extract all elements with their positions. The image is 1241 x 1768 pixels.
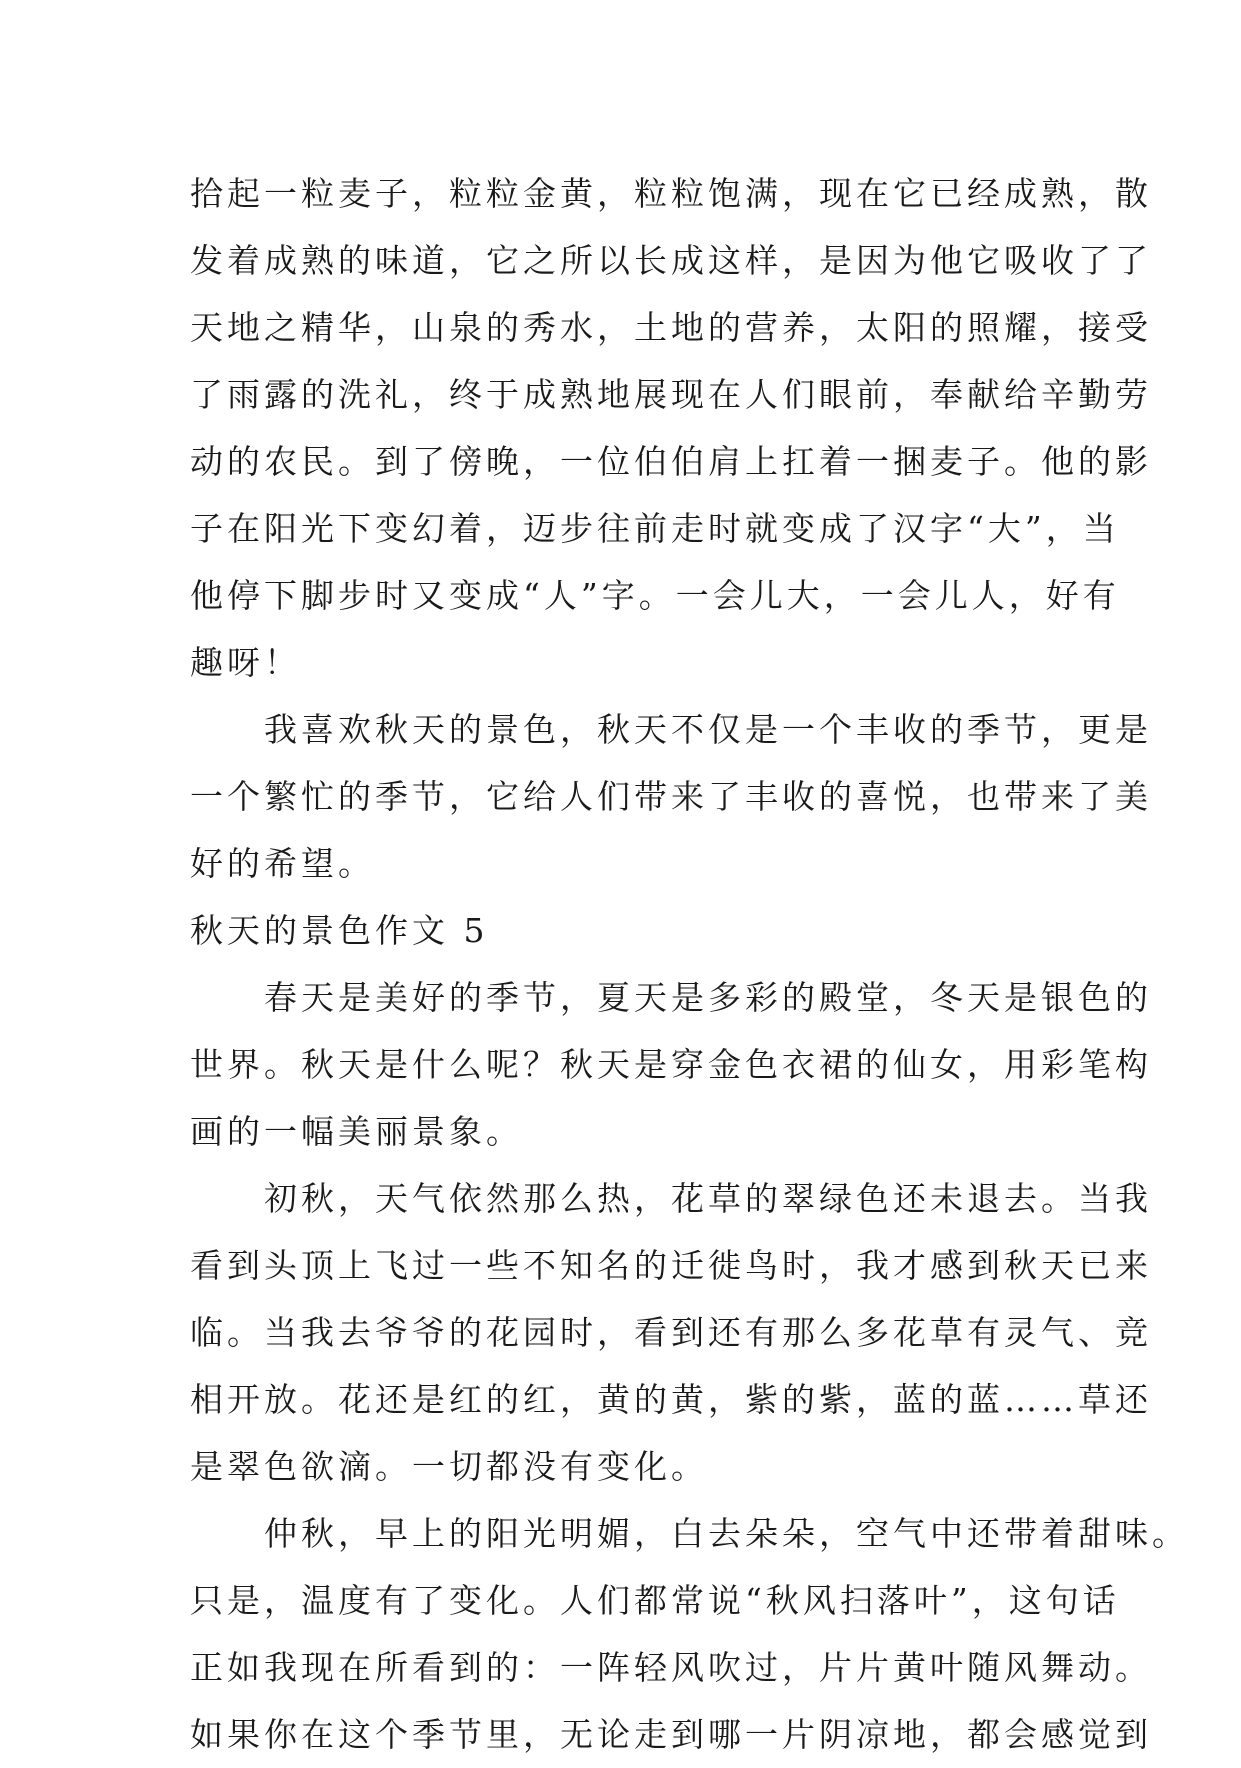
text-line: 如果你在这个季节里，无论走到哪一片阴凉地，都会感觉到 (190, 1715, 1152, 1754)
text-line: 春天是美好的季节，夏天是多彩的殿堂，冬天是银色的 (190, 978, 1152, 1017)
text-line: 拾起一粒麦子，粒粒金黄，粒粒饱满，现在它已经成熟，散 (190, 174, 1152, 213)
text-line: 他停下脚步时又变成“人”字。一会儿大，一会儿人，好有 (190, 576, 1120, 615)
text-line: 趣呀！ (190, 643, 301, 682)
text-line: 好的希望。 (190, 844, 375, 883)
text-line: 天地之精华，山泉的秀水，土地的营养，太阳的照耀，接受 (190, 308, 1152, 347)
text-line: 临。当我去爷爷的花园时，看到还有那么多花草有灵气、竞 (190, 1313, 1152, 1352)
text-line: 世界。秋天是什么呢？秋天是穿金色衣裙的仙女，用彩笔构 (190, 1045, 1152, 1084)
text-line: 初秋，天气依然那么热，花草的翠绿色还未退去。当我 (190, 1179, 1152, 1218)
text-line: 仲秋，早上的阳光明媚，白去朵朵，空气中还带着甜味。 (190, 1514, 1189, 1553)
text-line: 子在阳光下变幻着，迈步往前走时就变成了汉字“大”，当 (190, 509, 1120, 548)
text-line: 看到头顶上飞过一些不知名的迁徙鸟时，我才感到秋天已来 (190, 1246, 1152, 1285)
text-line: 相开放。花还是红的红，黄的黄，紫的紫，蓝的蓝……草还 (190, 1380, 1152, 1419)
essay-body (190, 160, 1189, 1768)
text-line: 了雨露的洗礼，终于成熟地展现在人们眼前，奉献给辛勤劳 (190, 375, 1152, 414)
text-line: 只是，温度有了变化。人们都常说“秋风扫落叶”，这句话 (190, 1581, 1120, 1620)
text-line: 画的一幅美丽景象。 (190, 1112, 523, 1151)
text-line: 我喜欢秋天的景色，秋天不仅是一个丰收的季节，更是 (190, 710, 1152, 749)
section-heading: 秋天的景色作文 5 (190, 911, 489, 950)
text-line: 是翠色欲滴。一切都没有变化。 (190, 1447, 708, 1486)
text-line: 动的农民。到了傍晚，一位伯伯肩上扛着一捆麦子。他的影 (190, 442, 1152, 481)
text-line: 发着成熟的味道，它之所以长成这样，是因为他它吸收了了 (190, 241, 1152, 280)
text-line: 正如我现在所看到的：一阵轻风吹过，片片黄叶随风舞动。 (190, 1648, 1152, 1687)
text-line: 一个繁忙的季节，它给人们带来了丰收的喜悦，也带来了美 (190, 777, 1152, 816)
